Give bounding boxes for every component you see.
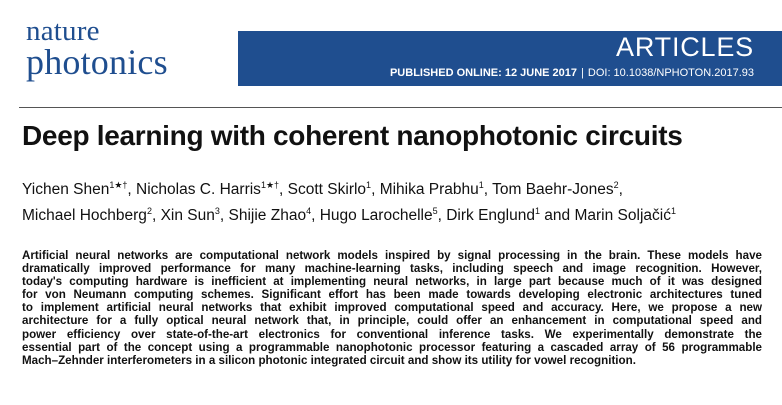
abstract-line: for von Neumann computing schemes. Significant effort has been made towards developing electronic architectures tuned bbox=[22, 288, 762, 302]
abstract bbox=[22, 249, 762, 367]
author-affiliation: 1★† bbox=[260, 180, 280, 190]
abstract-line: today's computing hardware is inefficient at implementing neural networks, in large part because much of it was designed bbox=[22, 275, 762, 289]
author-name[interactable]: Scott Skirlo bbox=[287, 181, 367, 198]
author-name[interactable]: Hugo Larochelle bbox=[319, 207, 433, 224]
author-affiliation: 1★† bbox=[109, 180, 128, 190]
abstract-line: to implement artificial neural networks that exhibit improved computational speed and accuracy. Here, we propose a new bbox=[22, 301, 762, 315]
header-divider bbox=[19, 107, 782, 108]
author-affiliation: 2 bbox=[613, 180, 619, 190]
author-affiliation: 2 bbox=[146, 206, 152, 216]
abstract-line: power efficiency over state-of-the-art electronics for conventional inference tasks. We experimentally demonstrate the bbox=[22, 327, 762, 341]
author-name[interactable]: Yichen Shen bbox=[22, 181, 110, 198]
author-affiliation: 1 bbox=[366, 180, 372, 190]
published-date: PUBLISHED ONLINE: 12 JUNE 2017 bbox=[389, 67, 578, 79]
journal-name-line2: photonics bbox=[26, 42, 168, 82]
publication-separator: | bbox=[581, 67, 584, 79]
author-affiliation: 1 bbox=[670, 206, 676, 216]
author-affiliation: 1 bbox=[534, 206, 540, 216]
author-name[interactable]: Dirk Englund bbox=[446, 207, 535, 224]
author-name[interactable]: Marin Soljačić bbox=[574, 207, 671, 224]
author-affiliation: 5 bbox=[432, 206, 438, 216]
publication-info bbox=[390, 66, 754, 80]
author-affiliation: 4 bbox=[306, 206, 312, 216]
abstract-line: Artificial neural networks are computational network models inspired by signal processing in the brain. These models have bbox=[22, 249, 762, 262]
abstract-line: dramatically improved performance for many machine-learning tasks, including speech and image recognition. However, bbox=[22, 262, 762, 276]
author-line: Michael Hochberg$^2$, Xin Sun$^3$, Shijie Zhao$^4$, Hugo Larochelle$^5$, Dirk Englund$^1$ and Marin Soljačić$^1$ bbox=[22, 206, 676, 224]
author-list bbox=[22, 177, 767, 229]
article-title: Deep learning with coherent nanophotonic circuits bbox=[22, 120, 683, 151]
author-line: Yichen Shen$^{1★\dagger}$, Nicholas C. Harris$^{1★\dagger}$, Scott Skirlo$^1$, Mihika Prabhu$^1$, Tom Baehr-Jones$^2$, bbox=[22, 180, 623, 198]
author-name[interactable]: Michael Hochberg bbox=[22, 207, 147, 224]
doi-link[interactable]: DOI: 10.1038/NPHOTON.2017.93 bbox=[587, 67, 754, 79]
abstract-line: Mach–Zehnder interferometers in a silicon photonic integrated circuit and show its utility for vowel recognition. bbox=[22, 353, 636, 367]
author-affiliation: 3 bbox=[214, 206, 220, 216]
journal-logo bbox=[26, 15, 196, 82]
author-name[interactable]: Mihika Prabhu bbox=[379, 181, 479, 198]
article-type-label: ARTICLES bbox=[616, 32, 754, 62]
journal-name-line1: nature bbox=[26, 15, 100, 47]
author-affiliation: 1 bbox=[478, 180, 484, 190]
author-name[interactable]: Xin Sun bbox=[160, 207, 215, 224]
article-type-banner bbox=[238, 31, 782, 86]
abstract-line: essential part of the concept using a programmable nanophotonic processor featuring a cascaded array of 56 programmable bbox=[22, 340, 762, 354]
abstract-line: architecture for a fully optical neural network that, in principle, could offer an enhancement in computational speed and bbox=[22, 314, 762, 328]
author-name[interactable]: Shijie Zhao bbox=[228, 207, 307, 224]
author-name[interactable]: Tom Baehr-Jones bbox=[492, 181, 614, 198]
author-name[interactable]: Nicholas C. Harris bbox=[136, 181, 261, 198]
